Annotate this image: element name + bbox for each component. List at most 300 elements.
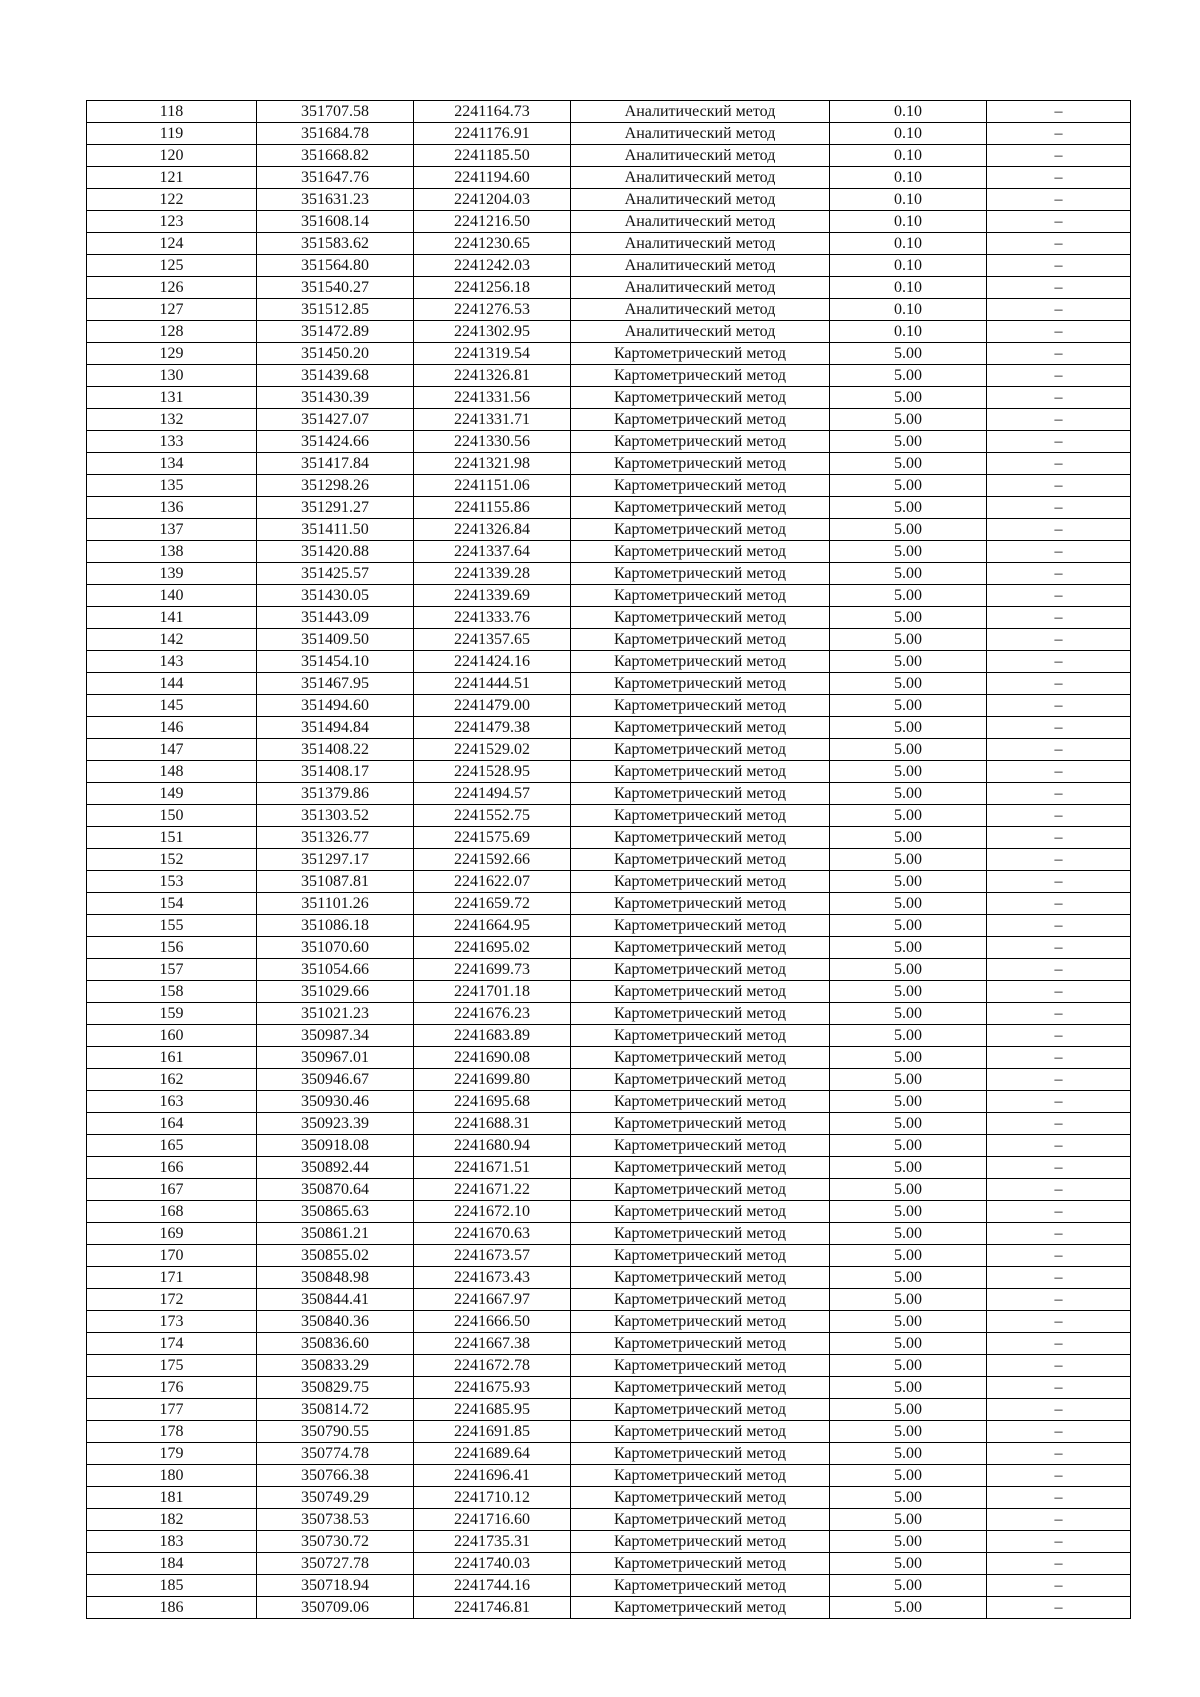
table-row: [87, 519, 1131, 541]
description-cell: –: [987, 211, 1131, 233]
table-row: [87, 1003, 1131, 1025]
method-cell: Картометрический метод: [571, 1179, 830, 1201]
x-coordinate-cell: 351298.26: [257, 475, 414, 497]
y-coordinate-cell: 2241528.95: [414, 761, 571, 783]
table-row: [87, 827, 1131, 849]
accuracy-cell: 5.00: [830, 1091, 987, 1113]
x-coordinate-cell: 351427.07: [257, 409, 414, 431]
point-number-cell: 146: [87, 717, 257, 739]
point-number-cell: 149: [87, 783, 257, 805]
accuracy-cell: 5.00: [830, 673, 987, 695]
method-cell: Картометрический метод: [571, 761, 830, 783]
y-coordinate-cell: 2241699.80: [414, 1069, 571, 1091]
accuracy-cell: 5.00: [830, 1157, 987, 1179]
y-coordinate-cell: 2241216.50: [414, 211, 571, 233]
description-cell: –: [987, 1157, 1131, 1179]
table-row: [87, 255, 1131, 277]
x-coordinate-cell: 350836.60: [257, 1333, 414, 1355]
x-coordinate-cell: 350861.21: [257, 1223, 414, 1245]
method-cell: Картометрический метод: [571, 937, 830, 959]
accuracy-cell: 5.00: [830, 805, 987, 827]
method-cell: Картометрический метод: [571, 1091, 830, 1113]
description-cell: –: [987, 255, 1131, 277]
method-cell: Картометрический метод: [571, 1245, 830, 1267]
y-coordinate-cell: 2241326.81: [414, 365, 571, 387]
table-row: [87, 1201, 1131, 1223]
x-coordinate-cell: 351494.84: [257, 717, 414, 739]
point-number-cell: 139: [87, 563, 257, 585]
accuracy-cell: 5.00: [830, 1377, 987, 1399]
y-coordinate-cell: 2241695.68: [414, 1091, 571, 1113]
x-coordinate-cell: 350855.02: [257, 1245, 414, 1267]
method-cell: Картометрический метод: [571, 673, 830, 695]
point-number-cell: 164: [87, 1113, 257, 1135]
table-row: [87, 717, 1131, 739]
table-row: [87, 1311, 1131, 1333]
point-number-cell: 177: [87, 1399, 257, 1421]
description-cell: –: [987, 959, 1131, 981]
method-cell: Картометрический метод: [571, 409, 830, 431]
y-coordinate-cell: 2241671.22: [414, 1179, 571, 1201]
method-cell: Аналитический метод: [571, 101, 830, 123]
description-cell: –: [987, 871, 1131, 893]
point-number-cell: 118: [87, 101, 257, 123]
accuracy-cell: 5.00: [830, 1597, 987, 1619]
y-coordinate-cell: 2241672.78: [414, 1355, 571, 1377]
table-row: [87, 1289, 1131, 1311]
method-cell: Картометрический метод: [571, 739, 830, 761]
point-number-cell: 144: [87, 673, 257, 695]
table-row: [87, 321, 1131, 343]
description-cell: –: [987, 607, 1131, 629]
table-row: [87, 871, 1131, 893]
x-coordinate-cell: 351054.66: [257, 959, 414, 981]
x-coordinate-cell: 350749.29: [257, 1487, 414, 1509]
y-coordinate-cell: 2241676.23: [414, 1003, 571, 1025]
y-coordinate-cell: 2241529.02: [414, 739, 571, 761]
description-cell: –: [987, 1333, 1131, 1355]
point-number-cell: 154: [87, 893, 257, 915]
point-number-cell: 186: [87, 1597, 257, 1619]
table-row: [87, 1597, 1131, 1619]
y-coordinate-cell: 2241151.06: [414, 475, 571, 497]
table-row: [87, 1465, 1131, 1487]
accuracy-cell: 5.00: [830, 1201, 987, 1223]
accuracy-cell: 5.00: [830, 519, 987, 541]
x-coordinate-cell: 350833.29: [257, 1355, 414, 1377]
point-number-cell: 174: [87, 1333, 257, 1355]
description-cell: –: [987, 1355, 1131, 1377]
x-coordinate-cell: 351297.17: [257, 849, 414, 871]
point-number-cell: 133: [87, 431, 257, 453]
description-cell: –: [987, 145, 1131, 167]
x-coordinate-cell: 350923.39: [257, 1113, 414, 1135]
x-coordinate-cell: 350848.98: [257, 1267, 414, 1289]
point-number-cell: 180: [87, 1465, 257, 1487]
table-row: [87, 145, 1131, 167]
x-coordinate-cell: 351684.78: [257, 123, 414, 145]
table-row: [87, 761, 1131, 783]
x-coordinate-cell: 351029.66: [257, 981, 414, 1003]
x-coordinate-cell: 351668.82: [257, 145, 414, 167]
method-cell: Картометрический метод: [571, 1333, 830, 1355]
y-coordinate-cell: 2241659.72: [414, 893, 571, 915]
point-number-cell: 158: [87, 981, 257, 1003]
y-coordinate-cell: 2241424.16: [414, 651, 571, 673]
description-cell: –: [987, 717, 1131, 739]
table-row: [87, 1245, 1131, 1267]
table-row: [87, 673, 1131, 695]
method-cell: Картометрический метод: [571, 893, 830, 915]
point-number-cell: 119: [87, 123, 257, 145]
table-row: [87, 629, 1131, 651]
y-coordinate-cell: 2241494.57: [414, 783, 571, 805]
point-number-cell: 126: [87, 277, 257, 299]
table-row: [87, 387, 1131, 409]
y-coordinate-cell: 2241688.31: [414, 1113, 571, 1135]
x-coordinate-cell: 350766.38: [257, 1465, 414, 1487]
point-number-cell: 156: [87, 937, 257, 959]
accuracy-cell: 5.00: [830, 937, 987, 959]
x-coordinate-cell: 351512.85: [257, 299, 414, 321]
x-coordinate-cell: 351443.09: [257, 607, 414, 629]
x-coordinate-cell: 350774.78: [257, 1443, 414, 1465]
method-cell: Картометрический метод: [571, 1201, 830, 1223]
point-number-cell: 165: [87, 1135, 257, 1157]
y-coordinate-cell: 2241552.75: [414, 805, 571, 827]
x-coordinate-cell: 351564.80: [257, 255, 414, 277]
point-number-cell: 132: [87, 409, 257, 431]
table-row: [87, 981, 1131, 1003]
accuracy-cell: 5.00: [830, 915, 987, 937]
y-coordinate-cell: 2241256.18: [414, 277, 571, 299]
point-number-cell: 176: [87, 1377, 257, 1399]
accuracy-cell: 0.10: [830, 167, 987, 189]
point-number-cell: 152: [87, 849, 257, 871]
method-cell: Картометрический метод: [571, 1311, 830, 1333]
description-cell: –: [987, 1223, 1131, 1245]
description-cell: –: [987, 629, 1131, 651]
method-cell: Картометрический метод: [571, 1465, 830, 1487]
table-row: [87, 1179, 1131, 1201]
x-coordinate-cell: 351101.26: [257, 893, 414, 915]
point-number-cell: 138: [87, 541, 257, 563]
method-cell: Картометрический метод: [571, 431, 830, 453]
accuracy-cell: 5.00: [830, 1421, 987, 1443]
method-cell: Аналитический метод: [571, 211, 830, 233]
table-row: [87, 1487, 1131, 1509]
point-number-cell: 181: [87, 1487, 257, 1509]
accuracy-cell: 5.00: [830, 1333, 987, 1355]
description-cell: –: [987, 1267, 1131, 1289]
method-cell: Картометрический метод: [571, 541, 830, 563]
x-coordinate-cell: 351425.57: [257, 563, 414, 585]
description-cell: –: [987, 519, 1131, 541]
method-cell: Картометрический метод: [571, 585, 830, 607]
y-coordinate-cell: 2241194.60: [414, 167, 571, 189]
method-cell: Картометрический метод: [571, 695, 830, 717]
accuracy-cell: 5.00: [830, 585, 987, 607]
table-row: [87, 1421, 1131, 1443]
table-row: [87, 1113, 1131, 1135]
description-cell: –: [987, 915, 1131, 937]
table-row: [87, 475, 1131, 497]
point-number-cell: 153: [87, 871, 257, 893]
method-cell: Картометрический метод: [571, 1113, 830, 1135]
x-coordinate-cell: 351326.77: [257, 827, 414, 849]
point-number-cell: 178: [87, 1421, 257, 1443]
table-row: [87, 915, 1131, 937]
method-cell: Картометрический метод: [571, 343, 830, 365]
x-coordinate-cell: 350727.78: [257, 1553, 414, 1575]
x-coordinate-cell: 350829.75: [257, 1377, 414, 1399]
method-cell: Аналитический метод: [571, 123, 830, 145]
x-coordinate-cell: 350840.36: [257, 1311, 414, 1333]
description-cell: –: [987, 1289, 1131, 1311]
table-row: [87, 805, 1131, 827]
table-row: [87, 1091, 1131, 1113]
accuracy-cell: 5.00: [830, 365, 987, 387]
method-cell: Картометрический метод: [571, 981, 830, 1003]
y-coordinate-cell: 2241479.00: [414, 695, 571, 717]
method-cell: Картометрический метод: [571, 1377, 830, 1399]
y-coordinate-cell: 2241672.10: [414, 1201, 571, 1223]
y-coordinate-cell: 2241690.08: [414, 1047, 571, 1069]
x-coordinate-cell: 351608.14: [257, 211, 414, 233]
accuracy-cell: 5.00: [830, 1531, 987, 1553]
table-row: [87, 1399, 1131, 1421]
accuracy-cell: 5.00: [830, 1113, 987, 1135]
accuracy-cell: 5.00: [830, 1509, 987, 1531]
description-cell: –: [987, 123, 1131, 145]
description-cell: –: [987, 1553, 1131, 1575]
description-cell: –: [987, 541, 1131, 563]
method-cell: Картометрический метод: [571, 827, 830, 849]
accuracy-cell: 5.00: [830, 497, 987, 519]
description-cell: –: [987, 585, 1131, 607]
accuracy-cell: 5.00: [830, 1047, 987, 1069]
y-coordinate-cell: 2241673.43: [414, 1267, 571, 1289]
description-cell: –: [987, 475, 1131, 497]
x-coordinate-cell: 350918.08: [257, 1135, 414, 1157]
description-cell: –: [987, 651, 1131, 673]
table-row: [87, 1377, 1131, 1399]
accuracy-cell: 5.00: [830, 1553, 987, 1575]
method-cell: Аналитический метод: [571, 255, 830, 277]
y-coordinate-cell: 2241689.64: [414, 1443, 571, 1465]
table-row: [87, 1509, 1131, 1531]
y-coordinate-cell: 2241331.71: [414, 409, 571, 431]
table-row: [87, 409, 1131, 431]
table-row: [87, 1443, 1131, 1465]
method-cell: Картометрический метод: [571, 1355, 830, 1377]
description-cell: –: [987, 893, 1131, 915]
method-cell: Картометрический метод: [571, 783, 830, 805]
accuracy-cell: 5.00: [830, 761, 987, 783]
accuracy-cell: 5.00: [830, 1487, 987, 1509]
x-coordinate-cell: 350930.46: [257, 1091, 414, 1113]
accuracy-cell: 0.10: [830, 277, 987, 299]
table-row: [87, 849, 1131, 871]
accuracy-cell: 5.00: [830, 1245, 987, 1267]
x-coordinate-cell: 351420.88: [257, 541, 414, 563]
method-cell: Картометрический метод: [571, 1487, 830, 1509]
method-cell: Картометрический метод: [571, 519, 830, 541]
point-number-cell: 134: [87, 453, 257, 475]
y-coordinate-cell: 2241691.85: [414, 1421, 571, 1443]
point-number-cell: 145: [87, 695, 257, 717]
method-cell: Аналитический метод: [571, 167, 830, 189]
table-row: [87, 937, 1131, 959]
y-coordinate-cell: 2241185.50: [414, 145, 571, 167]
accuracy-cell: 5.00: [830, 871, 987, 893]
accuracy-cell: 0.10: [830, 321, 987, 343]
description-cell: –: [987, 343, 1131, 365]
y-coordinate-cell: 2241673.57: [414, 1245, 571, 1267]
y-coordinate-cell: 2241444.51: [414, 673, 571, 695]
table-row: [87, 541, 1131, 563]
table-row: [87, 893, 1131, 915]
y-coordinate-cell: 2241664.95: [414, 915, 571, 937]
x-coordinate-cell: 351408.17: [257, 761, 414, 783]
accuracy-cell: 5.00: [830, 959, 987, 981]
accuracy-cell: 5.00: [830, 409, 987, 431]
accuracy-cell: 5.00: [830, 1311, 987, 1333]
point-number-cell: 148: [87, 761, 257, 783]
table-row: [87, 189, 1131, 211]
y-coordinate-cell: 2241176.91: [414, 123, 571, 145]
y-coordinate-cell: 2241333.76: [414, 607, 571, 629]
accuracy-cell: 5.00: [830, 695, 987, 717]
point-number-cell: 155: [87, 915, 257, 937]
accuracy-cell: 0.10: [830, 211, 987, 233]
accuracy-cell: 0.10: [830, 233, 987, 255]
method-cell: Картометрический метод: [571, 387, 830, 409]
point-number-cell: 124: [87, 233, 257, 255]
point-number-cell: 140: [87, 585, 257, 607]
accuracy-cell: 5.00: [830, 1399, 987, 1421]
accuracy-cell: 5.00: [830, 783, 987, 805]
x-coordinate-cell: 350987.34: [257, 1025, 414, 1047]
y-coordinate-cell: 2241716.60: [414, 1509, 571, 1531]
method-cell: Картометрический метод: [571, 849, 830, 871]
method-cell: Картометрический метод: [571, 1025, 830, 1047]
accuracy-cell: 5.00: [830, 431, 987, 453]
table-row: [87, 1135, 1131, 1157]
point-number-cell: 172: [87, 1289, 257, 1311]
x-coordinate-cell: 351450.20: [257, 343, 414, 365]
method-cell: Аналитический метод: [571, 145, 830, 167]
y-coordinate-cell: 2241696.41: [414, 1465, 571, 1487]
x-coordinate-cell: 351467.95: [257, 673, 414, 695]
table-row: [87, 1355, 1131, 1377]
x-coordinate-cell: 350892.44: [257, 1157, 414, 1179]
description-cell: –: [987, 739, 1131, 761]
accuracy-cell: 0.10: [830, 299, 987, 321]
x-coordinate-cell: 351291.27: [257, 497, 414, 519]
description-cell: –: [987, 409, 1131, 431]
x-coordinate-cell: 351430.05: [257, 585, 414, 607]
description-cell: –: [987, 233, 1131, 255]
y-coordinate-cell: 2241744.16: [414, 1575, 571, 1597]
point-number-cell: 161: [87, 1047, 257, 1069]
y-coordinate-cell: 2241685.95: [414, 1399, 571, 1421]
accuracy-cell: 5.00: [830, 1289, 987, 1311]
description-cell: –: [987, 1421, 1131, 1443]
accuracy-cell: 5.00: [830, 849, 987, 871]
method-cell: Картометрический метод: [571, 1157, 830, 1179]
y-coordinate-cell: 2241242.03: [414, 255, 571, 277]
x-coordinate-cell: 350790.55: [257, 1421, 414, 1443]
y-coordinate-cell: 2241695.02: [414, 937, 571, 959]
x-coordinate-cell: 351540.27: [257, 277, 414, 299]
accuracy-cell: 5.00: [830, 1135, 987, 1157]
x-coordinate-cell: 350967.01: [257, 1047, 414, 1069]
point-number-cell: 182: [87, 1509, 257, 1531]
table-row: [87, 1047, 1131, 1069]
method-cell: Картометрический метод: [571, 1069, 830, 1091]
table-row: [87, 585, 1131, 607]
accuracy-cell: 5.00: [830, 1179, 987, 1201]
method-cell: Картометрический метод: [571, 1443, 830, 1465]
description-cell: –: [987, 937, 1131, 959]
table-row: [87, 1553, 1131, 1575]
y-coordinate-cell: 2241204.03: [414, 189, 571, 211]
x-coordinate-cell: 350814.72: [257, 1399, 414, 1421]
accuracy-cell: 5.00: [830, 717, 987, 739]
table-row: [87, 1223, 1131, 1245]
y-coordinate-cell: 2241675.93: [414, 1377, 571, 1399]
y-coordinate-cell: 2241357.65: [414, 629, 571, 651]
y-coordinate-cell: 2241701.18: [414, 981, 571, 1003]
y-coordinate-cell: 2241326.84: [414, 519, 571, 541]
point-number-cell: 166: [87, 1157, 257, 1179]
accuracy-cell: 5.00: [830, 1267, 987, 1289]
y-coordinate-cell: 2241680.94: [414, 1135, 571, 1157]
method-cell: Картометрический метод: [571, 1597, 830, 1619]
point-number-cell: 159: [87, 1003, 257, 1025]
y-coordinate-cell: 2241321.98: [414, 453, 571, 475]
y-coordinate-cell: 2241666.50: [414, 1311, 571, 1333]
point-number-cell: 157: [87, 959, 257, 981]
description-cell: –: [987, 673, 1131, 695]
method-cell: Картометрический метод: [571, 1421, 830, 1443]
y-coordinate-cell: 2241670.63: [414, 1223, 571, 1245]
method-cell: Картометрический метод: [571, 1003, 830, 1025]
description-cell: –: [987, 1399, 1131, 1421]
method-cell: Картометрический метод: [571, 475, 830, 497]
point-number-cell: 171: [87, 1267, 257, 1289]
description-cell: –: [987, 431, 1131, 453]
description-cell: –: [987, 299, 1131, 321]
accuracy-cell: 5.00: [830, 1355, 987, 1377]
point-number-cell: 175: [87, 1355, 257, 1377]
accuracy-cell: 0.10: [830, 189, 987, 211]
x-coordinate-cell: 350738.53: [257, 1509, 414, 1531]
method-cell: Картометрический метод: [571, 563, 830, 585]
method-cell: Картометрический метод: [571, 1399, 830, 1421]
table-row: [87, 277, 1131, 299]
point-number-cell: 168: [87, 1201, 257, 1223]
method-cell: Аналитический метод: [571, 299, 830, 321]
point-number-cell: 163: [87, 1091, 257, 1113]
point-number-cell: 123: [87, 211, 257, 233]
x-coordinate-cell: 350844.41: [257, 1289, 414, 1311]
description-cell: –: [987, 1179, 1131, 1201]
description-cell: –: [987, 1597, 1131, 1619]
description-cell: –: [987, 1069, 1131, 1091]
accuracy-cell: 5.00: [830, 607, 987, 629]
